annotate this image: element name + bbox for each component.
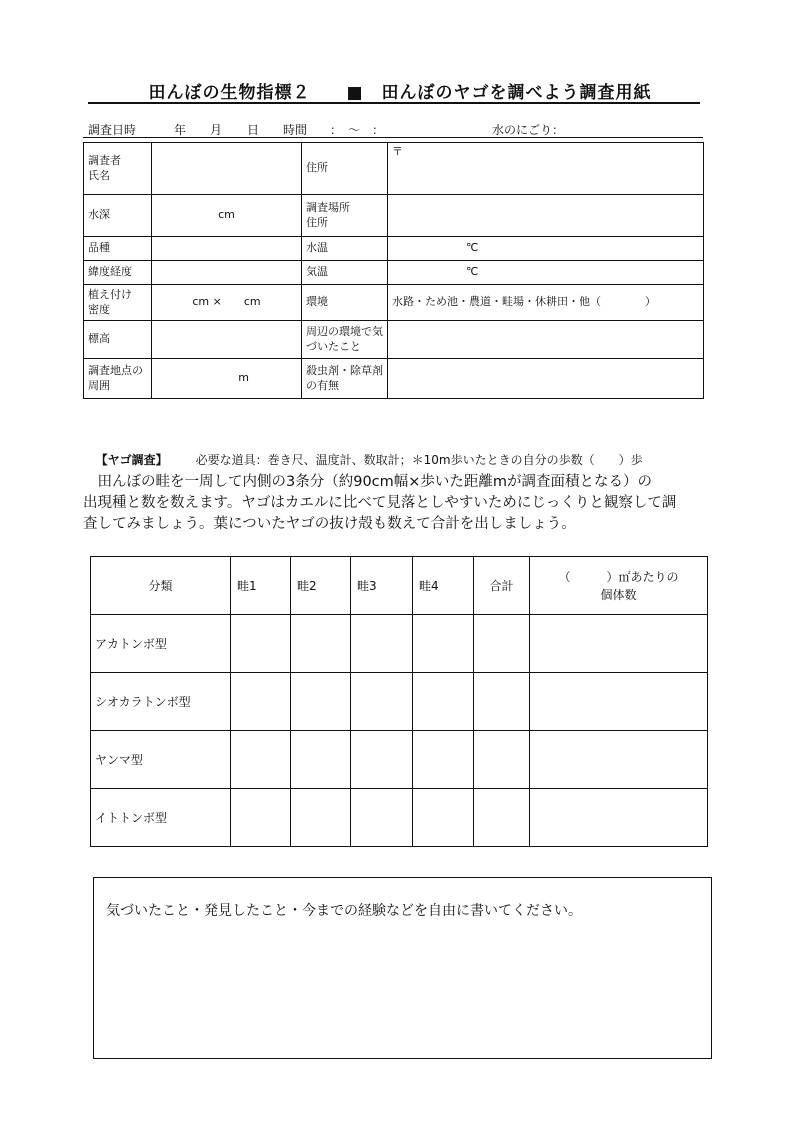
count-cell[interactable]: [291, 615, 351, 673]
info-label: 周辺の環境で気 づいたこと: [302, 321, 388, 359]
row-category-label: アカトンボ型: [91, 615, 231, 673]
yago-count-table: [90, 556, 708, 847]
header-ridge-4: 畦4: [413, 557, 474, 615]
info-label: 標高: [84, 321, 152, 359]
count-row-akatonbo: [91, 615, 708, 673]
info-value-field[interactable]: ℃: [388, 261, 704, 285]
total-cell[interactable]: [474, 731, 530, 789]
info-label: 水深: [84, 195, 152, 237]
header-ridge-2: 畦2: [291, 557, 351, 615]
page-title: 田んぼの生物指標２ ■ 田んぼのヤゴを調べよう調査用紙: [148, 83, 652, 103]
count-cell[interactable]: [291, 673, 351, 731]
count-cell[interactable]: [231, 731, 291, 789]
per-area-cell[interactable]: [530, 673, 708, 731]
count-cell[interactable]: [413, 789, 474, 847]
info-value-field[interactable]: 〒: [388, 143, 704, 195]
info-value-field[interactable]: [152, 321, 302, 359]
info-label: 殺虫剤・除草剤 の有無: [302, 359, 388, 399]
info-row: [84, 237, 704, 261]
count-table-header: [91, 557, 708, 615]
count-cell[interactable]: [291, 789, 351, 847]
count-cell[interactable]: [351, 731, 413, 789]
info-row: [84, 195, 704, 237]
count-row-yanma: [91, 731, 708, 789]
info-value-field[interactable]: m: [152, 359, 302, 399]
survey-date-label: 調査日時: [88, 123, 137, 137]
count-cell[interactable]: [413, 731, 474, 789]
info-value-field[interactable]: 水路・ため池・農道・畦場・休耕田・他（ ）: [388, 285, 704, 321]
count-cell[interactable]: [231, 615, 291, 673]
info-value-field[interactable]: [388, 359, 704, 399]
row-category-label: ヤンマ型: [91, 731, 231, 789]
day-label: 日: [247, 123, 260, 137]
time-label: 時間: [283, 123, 308, 137]
yago-survey-heading: 【ヤゴ調査】: [95, 453, 168, 467]
notes-box[interactable]: [93, 877, 712, 1059]
title-underline: [88, 102, 700, 104]
count-cell[interactable]: [231, 789, 291, 847]
info-value-field[interactable]: [152, 143, 302, 195]
survey-info-table: [83, 142, 704, 399]
total-cell[interactable]: [474, 673, 530, 731]
info-value-field[interactable]: cm × cm: [152, 285, 302, 321]
info-value-field[interactable]: [152, 261, 302, 285]
header-ridge-3: 畦3: [351, 557, 413, 615]
info-value-field[interactable]: [388, 321, 704, 359]
info-label: 調査場所 住所: [302, 195, 388, 237]
info-row: [84, 143, 704, 195]
required-tools-text: 必要な道具：巻き尺、温度計、数取計；＊10m歩いたときの自分の歩数（ ）歩: [195, 453, 643, 467]
year-label: 年: [174, 123, 187, 137]
instructions-line: 田んぼの畦を一周して内側の3条分（約90cm幅×歩いた距離mが調査面積となる）の: [83, 474, 653, 490]
info-value-field[interactable]: [152, 237, 302, 261]
total-cell[interactable]: [474, 615, 530, 673]
info-label: 気温: [302, 261, 388, 285]
header-per-area-count: （ ）㎡あたりの 個体数: [530, 557, 708, 615]
time-separator: ： 〜 ：: [330, 123, 385, 137]
instructions-line: 出現種と数を数えます。ヤゴはカエルに比べて見落としやすいためにじっくりと観察して調: [83, 495, 677, 511]
count-cell[interactable]: [351, 615, 413, 673]
header-total: 合計: [474, 557, 530, 615]
water-turbidity-label: 水のにごり：: [492, 123, 565, 137]
header-ridge-1: 畦1: [231, 557, 291, 615]
notes-prompt: 気づいたこと・発見したこと・今までの経験などを自由に書いてください。: [106, 903, 582, 919]
total-cell[interactable]: [474, 789, 530, 847]
count-cell[interactable]: [351, 789, 413, 847]
month-label: 月: [210, 123, 223, 137]
info-label: 調査地点の 周囲: [84, 359, 152, 399]
info-label: 水温: [302, 237, 388, 261]
info-value-field[interactable]: ℃: [388, 237, 704, 261]
count-cell[interactable]: [291, 731, 351, 789]
instructions-paragraph: [83, 472, 703, 535]
count-row-itotonbo: [91, 789, 708, 847]
info-value-field[interactable]: [388, 195, 704, 237]
info-row: [84, 285, 704, 321]
instructions-line: 査してみましょう。葉についたヤゴの抜け殻も数えて合計を出しましょう。: [83, 516, 576, 532]
info-label: 品種: [84, 237, 152, 261]
info-label: 緯度経度: [84, 261, 152, 285]
row-category-label: シオカラトンボ型: [91, 673, 231, 731]
row-category-label: イトトンボ型: [91, 789, 231, 847]
yago-survey-heading-line: [88, 437, 643, 468]
info-row: [84, 359, 704, 399]
info-label: 植え付け 密度: [84, 285, 152, 321]
count-cell[interactable]: [351, 673, 413, 731]
count-cell[interactable]: [413, 673, 474, 731]
dateline-underline: [83, 137, 703, 138]
per-area-cell[interactable]: [530, 731, 708, 789]
count-cell[interactable]: [413, 615, 474, 673]
per-area-cell[interactable]: [530, 615, 708, 673]
count-row-shiokaratonbo: [91, 673, 708, 731]
info-label: 調査者 氏名: [84, 143, 152, 195]
info-label: 環境: [302, 285, 388, 321]
info-label: 住所: [302, 143, 388, 195]
info-row: [84, 321, 704, 359]
info-row: [84, 261, 704, 285]
header-category: 分類: [91, 557, 231, 615]
per-area-cell[interactable]: [530, 789, 708, 847]
count-cell[interactable]: [231, 673, 291, 731]
info-value-field[interactable]: cm: [152, 195, 302, 237]
